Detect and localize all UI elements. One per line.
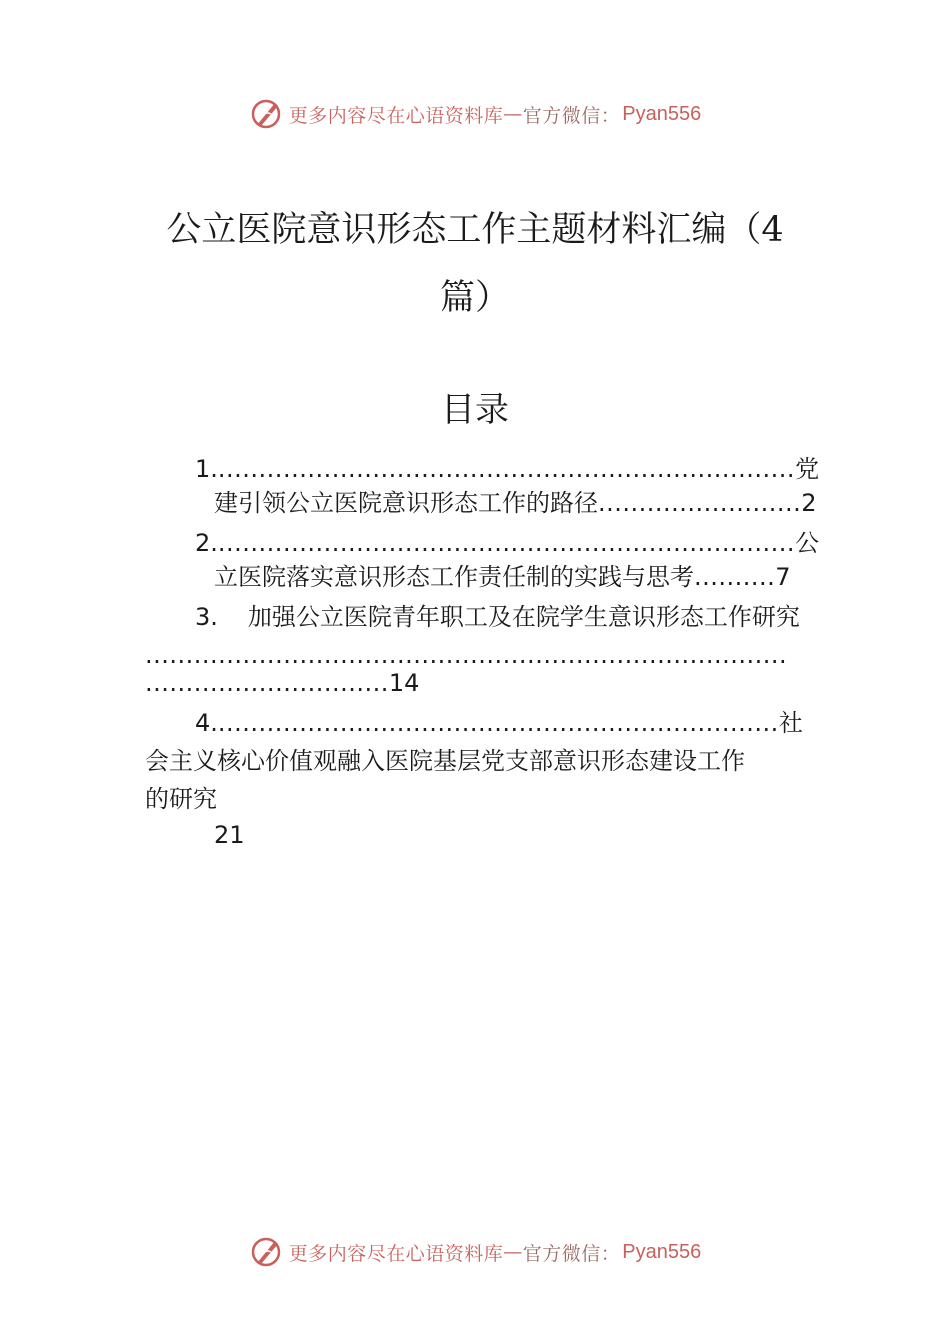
toc-item-4-page: 21: [214, 821, 245, 849]
banner-wechat-id: Pyan556: [622, 1240, 702, 1263]
toc-item-4-title-head: 社: [778, 709, 803, 737]
toc-item-2-line-2[interactable]: [214, 562, 814, 592]
toc-item-1-number: 1.: [195, 455, 218, 483]
banner-wechat-id: Pyan556: [622, 102, 702, 125]
toc-item-2-title-rest: 立医院落实意识形态工作责任制的实践与思考: [214, 563, 694, 591]
toc-item-4-title-rest-2: 的研究: [145, 785, 217, 813]
banner-dash: —: [503, 103, 523, 125]
footer-banner: [0, 1232, 950, 1272]
toc-item-1-title-rest: 建引领公立医院意识形态工作的路径: [214, 489, 598, 517]
title-line-1: 公立医院意识形态工作主题材料汇编（4: [166, 210, 784, 250]
toc-item-3-line-3[interactable]: [145, 668, 545, 698]
toc-item-3-page: 14: [388, 669, 420, 697]
toc-item-4-line-1[interactable]: [195, 708, 815, 738]
quill-seal-logo-icon: [249, 97, 283, 131]
toc-item-1-page: 2: [801, 489, 817, 517]
toc-leader-dots: ..........: [694, 563, 776, 591]
banner-text: 更多内容尽在心语资料库: [288, 1242, 504, 1265]
toc-item-4-line-3[interactable]: [145, 784, 445, 814]
toc-leader-dots: .......................................................................: [217, 455, 796, 483]
banner-wechat-label: 官方微信：: [522, 104, 621, 127]
title-line-2: 篇）: [439, 278, 510, 318]
quill-seal-logo-icon: [249, 1235, 283, 1269]
toc-item-1-line-1[interactable]: [195, 454, 825, 484]
toc-item-4-line-2[interactable]: [145, 746, 845, 776]
toc-item-4-line-4[interactable]: [214, 820, 314, 850]
toc-item-3-title: 加强公立医院青年职工及在院学生意识形态工作研究: [247, 603, 800, 631]
toc-item-4-number: 4.: [195, 709, 218, 737]
toc-item-1-title-head: 党: [795, 455, 820, 483]
toc-leader-dots: ..............................: [145, 669, 389, 697]
toc-item-3-number: 3.: [195, 603, 218, 631]
toc-item-1-line-2[interactable]: [214, 488, 817, 518]
toc-leader-dots: .........................: [598, 489, 802, 517]
toc-item-2-title-head: 公: [795, 529, 820, 557]
banner-text: 更多内容尽在心语资料库: [288, 104, 504, 127]
toc-item-3-line-1[interactable]: [195, 602, 855, 632]
toc-heading: 目录: [441, 390, 509, 430]
toc-item-2-page: 7: [775, 563, 791, 591]
toc-item-2-line-1[interactable]: [195, 528, 825, 558]
toc-item-3-line-2: [145, 640, 835, 670]
toc-leader-dots: .....................................................................: [217, 709, 779, 737]
toc-leader-dots: .......................................................................: [217, 529, 796, 557]
document-title: [140, 196, 810, 332]
toc-item-2-number: 2.: [195, 529, 218, 557]
banner-dash: —: [503, 1241, 523, 1263]
banner-wechat-label: 官方微信：: [522, 1242, 621, 1265]
toc-leader-dots: ...............................................................................: [145, 641, 788, 669]
header-banner: [0, 94, 950, 134]
toc-item-4-title-rest-1: 会主义核心价值观融入医院基层党支部意识形态建设工作: [145, 747, 745, 775]
